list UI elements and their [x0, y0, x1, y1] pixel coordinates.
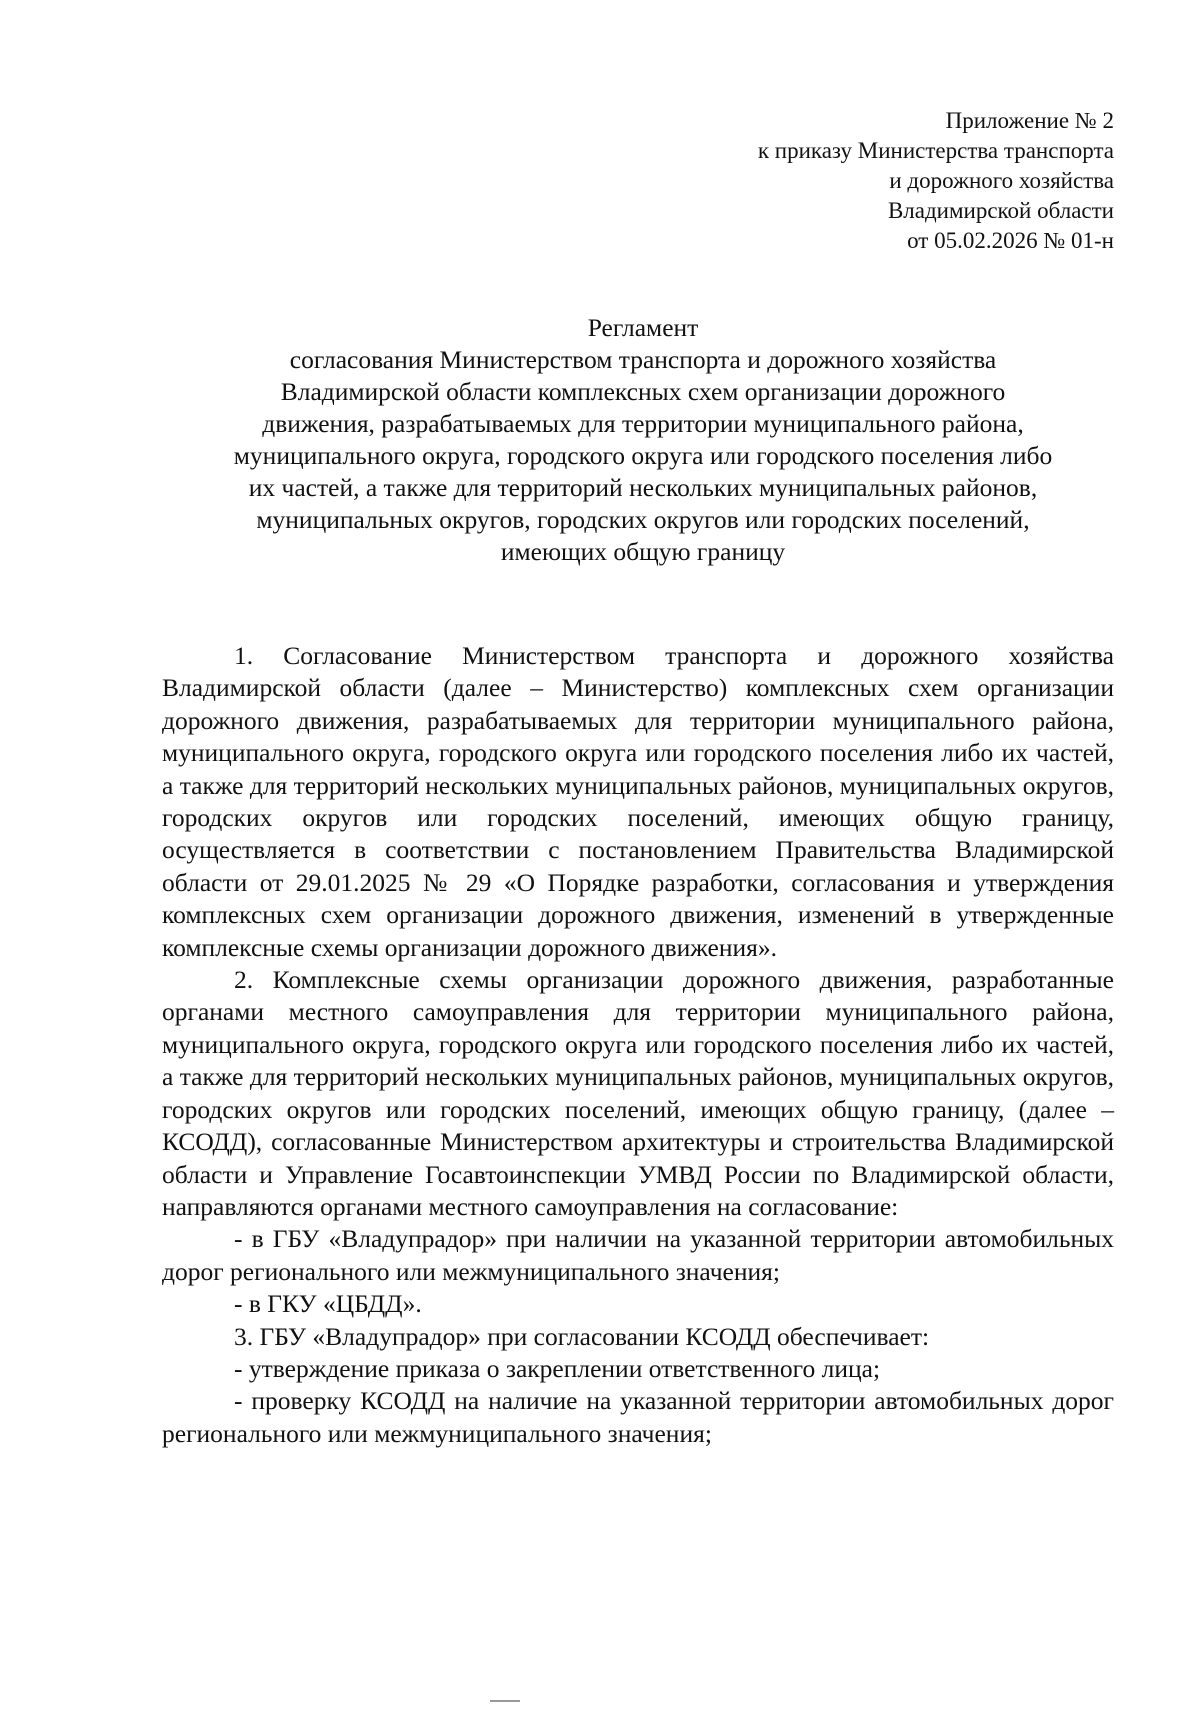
paragraph: - в ГБУ «Владупрадор» при наличии на указанной территории автомобильных дорог регионального или межмуниципального значения; — [162, 1224, 1114, 1286]
title-line: движения, разрабатываемых для территории муниципального района, — [262, 409, 1024, 438]
paragraph: - в ГКУ «ЦБДД». — [234, 1289, 422, 1319]
appendix-header — [758, 106, 1114, 256]
document-title — [150, 312, 1136, 568]
document-body — [162, 640, 1114, 1450]
title-line: имеющих общую границу — [500, 537, 786, 566]
paragraph: 1. Согласование Министерством транспорта и дорожного хозяйства Владимирской области (далее – Министерство) комплексных схем организации дорожного движения, разрабатываемых для территории муниципального района, муниципального округа, городского округа или городского поселения либо их частей, а также для территорий нескольких муниципальных районов, муниципальных округов, городских округов или городских поселений, имеющих общую границу, осуществляется в соответствии с постановлением Правительства Владимирской области от 29.01.2025 № 29 «О Порядке разработки, согласования и утверждения комплексных схем организации дорожного движения, изменений в утвержденные комплексные схемы организации дорожного движения». — [162, 641, 1114, 962]
title-line: их частей, а также для территорий нескольких муниципальных районов, — [248, 473, 1038, 502]
title-line: согласования Министерством транспорта и дорожного хозяйства — [289, 345, 997, 374]
paragraph: - утверждение приказа о закреплении ответственного лица; — [234, 1353, 881, 1383]
title-line: муниципальных округов, городских округов или городских поселений, — [256, 505, 1030, 534]
title-line: муниципального округа, городского округа или городского поселения либо — [233, 441, 1053, 470]
paragraph: 3. ГБУ «Владупрадор» при согласовании КСОДД обеспечивает: — [234, 1321, 930, 1351]
appendix-line: Приложение № 2 — [945, 108, 1114, 133]
appendix-line: Владимирской области — [887, 198, 1114, 223]
scan-artifact — [490, 1700, 520, 1708]
paragraph: - проверку КСОДД на наличие на указанной территории автомобильных дорог регионального или межмуниципального значения; — [162, 1386, 1114, 1448]
appendix-line: от 05.02.2026 № 01-н — [907, 228, 1114, 253]
appendix-line: к приказу Министерства транспорта — [757, 138, 1114, 163]
title-line: Владимирской области комплексных схем организации дорожного — [280, 377, 1006, 406]
appendix-line: и дорожного хозяйства — [889, 168, 1114, 193]
paragraph: 2. Комплексные схемы организации дорожного движения, разработанные органами местного самоуправления для территории муниципального района, муниципального округа, городского округа или городского поселения либо их частей, а также для территорий нескольких муниципальных районов, муниципальных округов, городских округов или городских поселений, имеющих общую границу, (далее – КСОДД), согласованные Министерством архитектуры и строительства Владимирской области и Управление Госавтоинспекции УМВД России по Владимирской области, направляются органами местного самоуправления на согласование: — [162, 965, 1114, 1221]
title-line: Регламент — [587, 313, 699, 342]
